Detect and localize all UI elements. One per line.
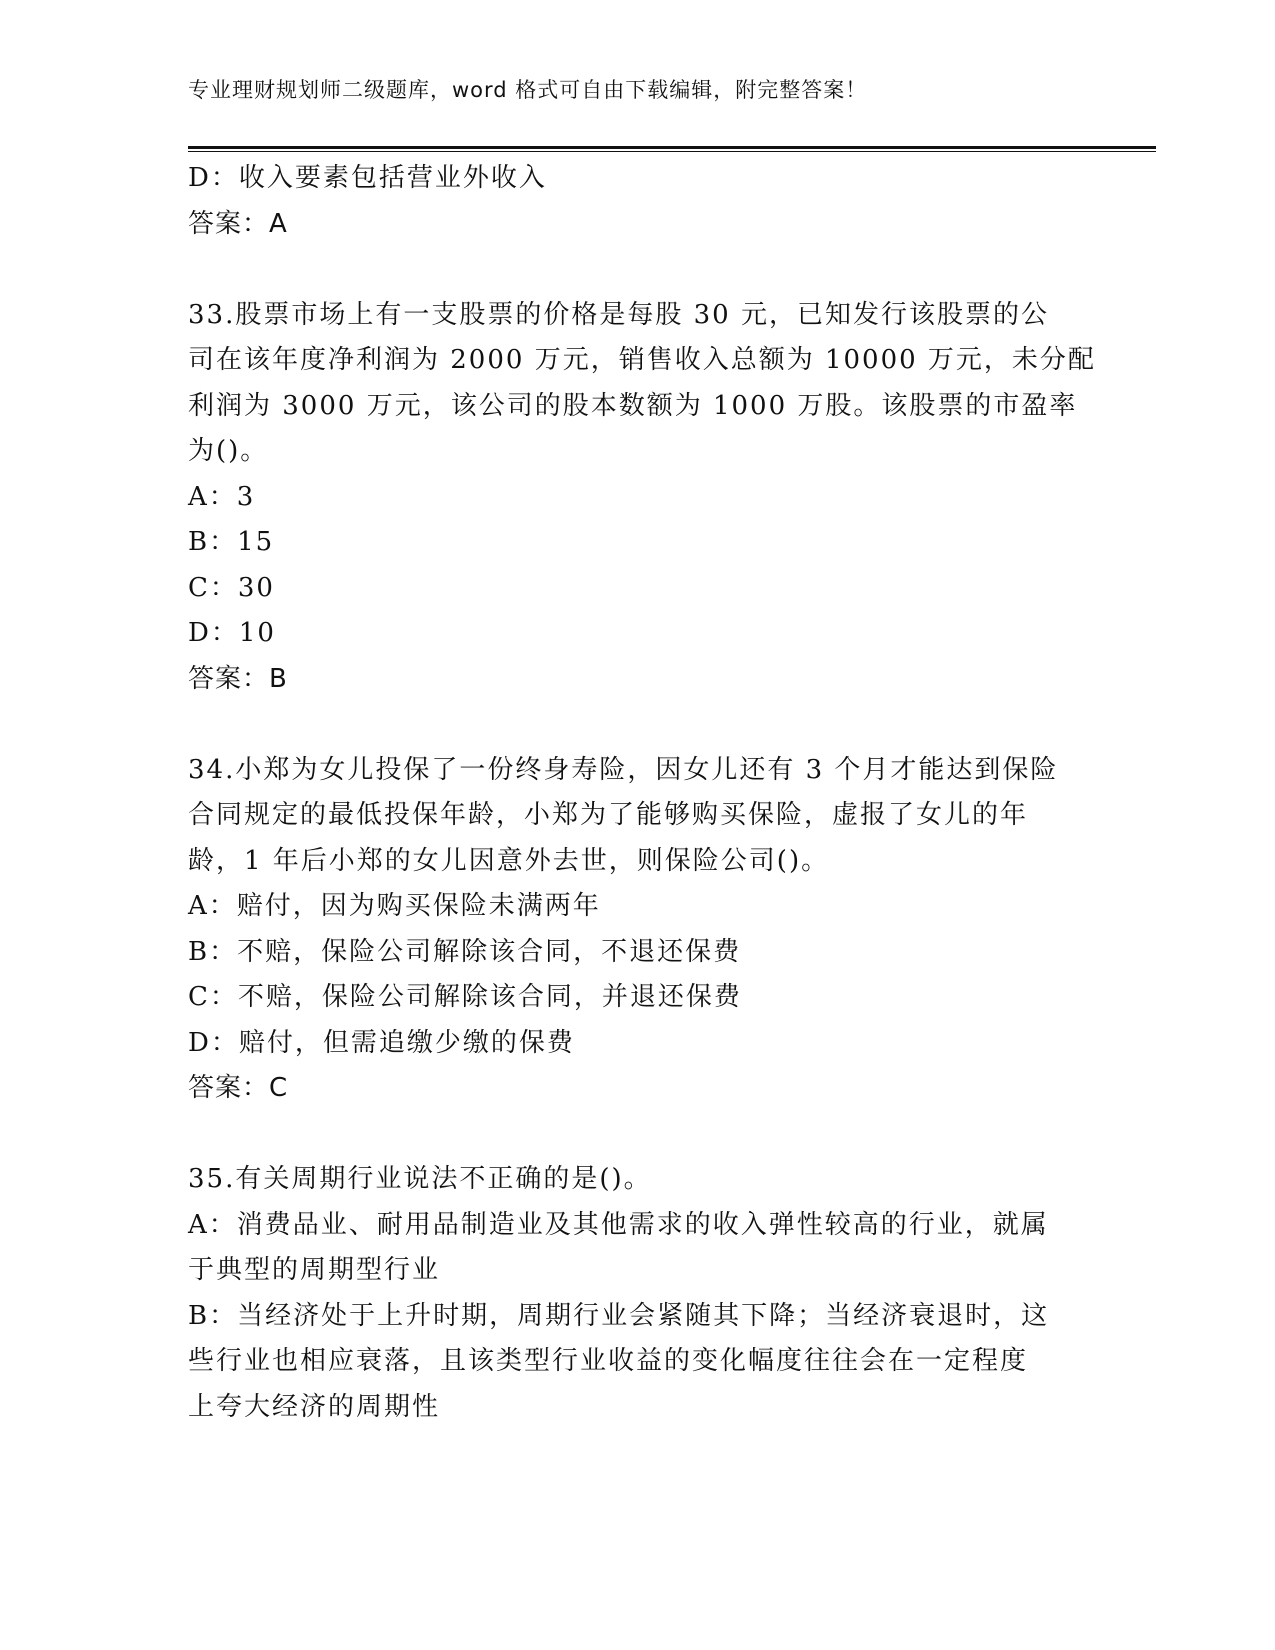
option-line: A：消费品业、耐用品制造业及其他需求的收入弹性较高的行业，就属 [188,1209,1049,1240]
option-d: D：10 [188,618,276,648]
option-line: B：当经济处于上升时期，周期行业会紧随其下降；当经济衰退时，这 [188,1300,1050,1331]
header-rule-thick [188,146,1156,149]
option-line: 些行业也相应衰落，且该类型行业收益的变化幅度往往会在一定程度 [188,1346,1029,1376]
prev-answer: 答案：A [188,208,288,239]
option-a: A：3 [188,481,256,512]
document-body [188,156,1096,1430]
question-stem-line: 利润为 3000 万元，该公司的股本数额为 1000 万股。该股票的市盈率 [188,390,1078,421]
question-stem-line: 33.股票市场上有一支股票的价格是每股 30 元，已知发行该股票的公 [188,299,1049,330]
question-35 [188,1157,1088,1430]
spacer [188,247,1088,293]
option-b: B：不赔，保险公司解除该合同，不退还保费 [188,936,742,967]
option-line: 于典型的周期型行业 [188,1255,441,1285]
option-d: D：赔付，但需追缴少缴的保费 [188,1027,575,1058]
option-c: C：30 [188,572,275,603]
page-header: 专业理财规划师二级题库，word 格式可自由下载编辑，附完整答案！ [188,78,868,102]
answer: 答案：B [188,663,288,694]
spacer [188,1112,1088,1158]
question-stem-line: 司在该年度净利润为 2000 万元，销售收入总额为 10000 万元，未分配 [188,345,1096,375]
question-34 [188,748,1088,1112]
question-stem-line: 35.有关周期行业说法不正确的是()。 [188,1164,652,1194]
question-33 [188,293,1096,703]
header-rule-thin [188,151,1156,152]
question-stem-line: 34.小郑为女儿投保了一份终身寿险，因女儿还有 3 个月才能达到保险 [188,754,1059,785]
spacer [188,702,1088,748]
question-stem-line: 为()。 [188,436,269,466]
question-stem-line: 龄，1 年后小郑的女儿因意外去世，则保险公司()。 [188,845,830,876]
option-c: C：不赔，保险公司解除该合同，并退还保费 [188,982,742,1012]
option-line: 上夸大经济的周期性 [188,1391,441,1422]
prev-option-d: D：收入要素包括营业外收入 [188,163,547,193]
question-stem-line: 合同规定的最低投保年龄，小郑为了能够购买保险，虚报了女儿的年 [188,800,1029,830]
answer: 答案：C [188,1073,289,1103]
option-a: A：赔付，因为购买保险未满两年 [188,891,601,921]
option-b: B：15 [188,527,275,557]
